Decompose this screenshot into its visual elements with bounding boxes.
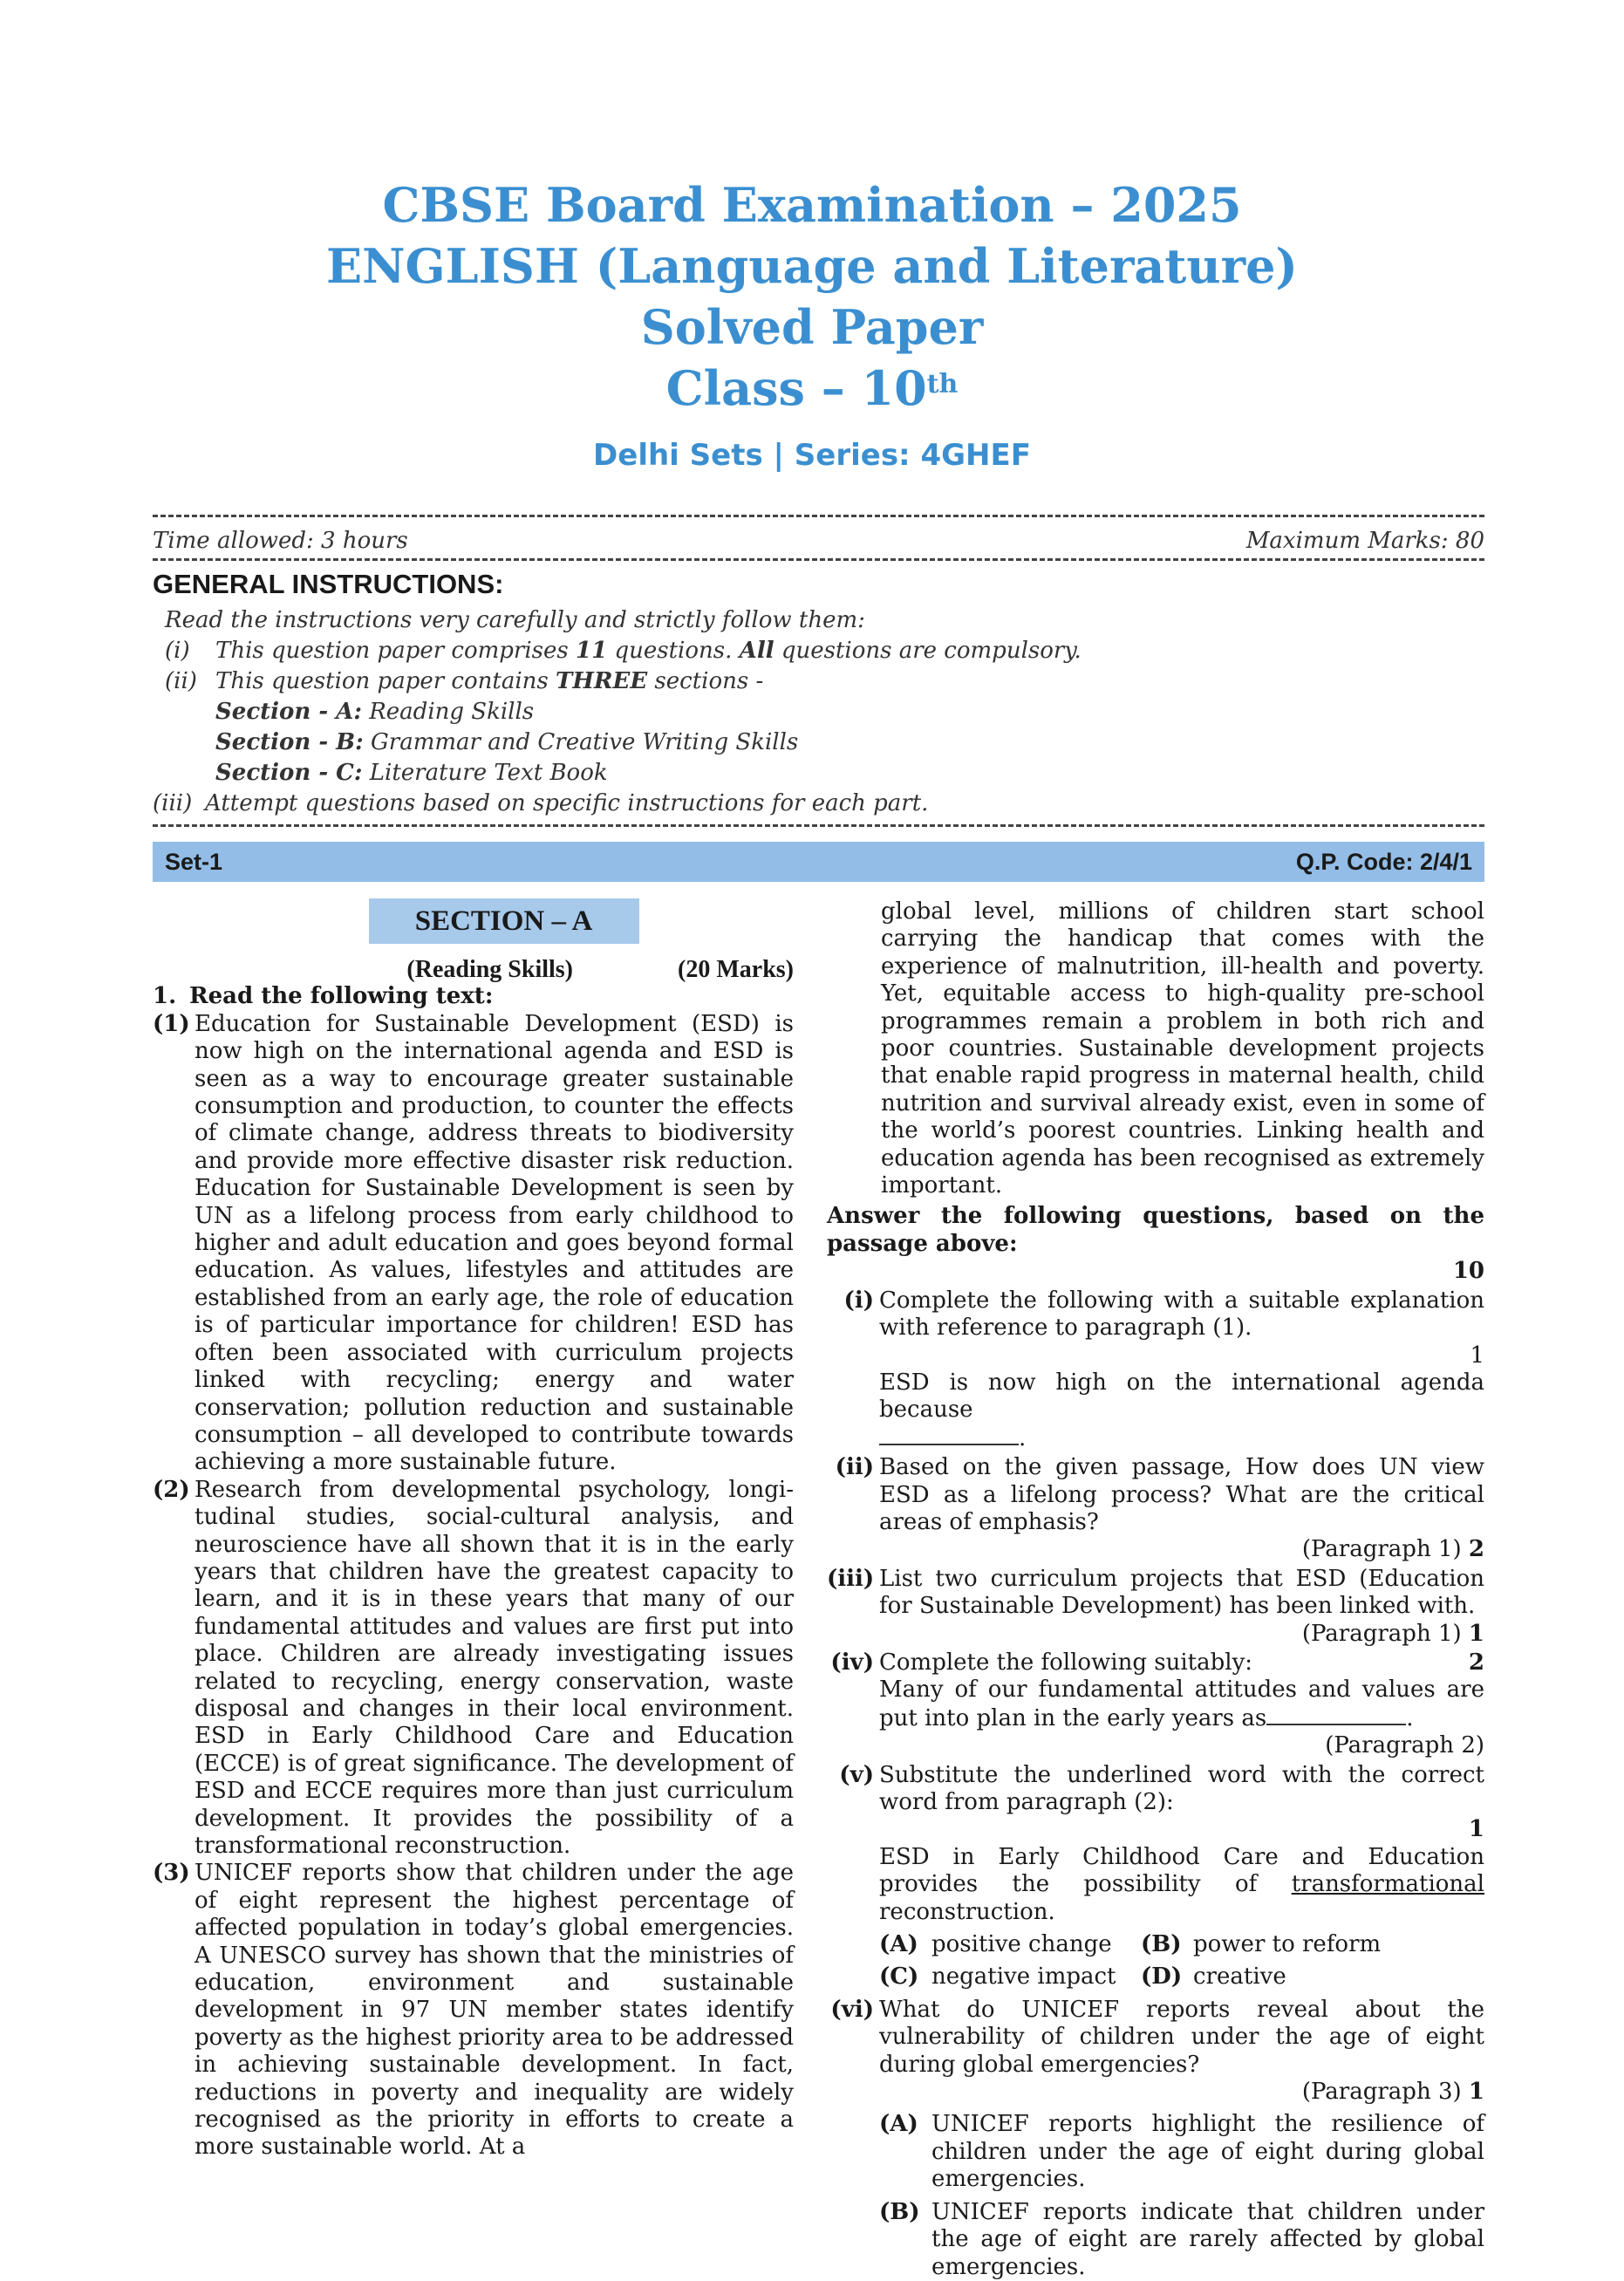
paper-type: Solved Paper [640, 299, 984, 355]
max-marks: Maximum Marks: 80 [1245, 528, 1484, 554]
instruction-section-a: Section - A: Reading Skills [215, 699, 535, 725]
answer-blank [879, 1424, 1019, 1445]
exam-title: CBSE Board Examination – 2025 [382, 177, 1242, 233]
passage-paragraph-3: (3) UNICEF reports show that children under the age of eight represent the highest percentage of affected population in today’s global emergencies. A UNESCO survey has shown that the ministries of education, environment and sustainable development in 97 UN member states identify poverty as the highest priority area to be addressed in achieving sustainable development. In fact, reductions in poverty and inequality are widely recognised as the priority in efforts to create a more sustainable world. At a [153, 1860, 794, 2161]
section-subtitle-row [153, 956, 794, 983]
option-d[interactable]: (D) creative [1141, 1963, 1286, 1991]
passage-paragraph-2: (2) Research from developmental psychology, longi-tudinal studies, social-cultural analysis, and neuroscience have all shown that it is in the early years that children have the greatest capacity to learn, and it is in these years that many of our fundamental attitudes and values are first put into place. Children are already investigating issues related to recycling, energy conservation, waste disposal and changes in their local environment. ESD in Early Childhood Care and Education (ECCE) is of great significance. The development of ESD and ECCE requires more than just curriculum development. It provides the possibility of a transformational reconstruction. [153, 1476, 794, 1859]
class-title [0, 358, 1624, 419]
section-sub: (Reading Skills) [406, 956, 574, 983]
answer-instructions: Answer the following questions, based on the passage above: 10 [827, 1203, 1484, 1285]
instruction-section-c: Section - C: Literature Text Book [215, 760, 608, 786]
class-main: Class – 10 [665, 360, 927, 416]
option-a[interactable]: (A) positive change [879, 1931, 1112, 1958]
time-marks-row [153, 528, 1484, 554]
question-1-heading: 1. Read the following text: [153, 983, 494, 1010]
subquestion-v: (v) Substitute the underlined word with the correct word from paragraph (2): 1 ESD in Early Childhood Care and Education provides the possibility of transformational reconstruction. [839, 1761, 1484, 1925]
passage-paragraph-3-cont: global level, millions of children start school carrying the handicap that comes with the experience of malnutrition, ill-health and poverty. Yet, equitable access to high-quality pre-school programmes remain a problem in both rich and poor countries. Sustainable development projects that enable rapid progress in maternal health, child nutrition and survival already exist, even in some of the world’s poorest countries. Linking health and education agenda has been recognised as extremely important. [881, 898, 1484, 1199]
left-column [153, 898, 794, 2161]
instructions-intro: Read the instructions very carefully and strictly follow them: [165, 607, 865, 633]
instruction-i: (i) This question paper comprises 11 questions. All questions are compulsory. [165, 638, 1082, 664]
subquestion-ii: (ii) Based on the given passage, How does UN view ESD as a lifelong process? What are the critical areas of emphasis? (Paragraph 1) 2 [835, 1454, 1484, 1563]
section-marks: (20 Marks) [678, 956, 794, 983]
divider [153, 824, 1484, 827]
subquestion-iv: (iv) Complete the following suitably: 2 Many of our fundamental attitudes and values are put into plan in the early years as . (Paragraph 2) [830, 1649, 1484, 1759]
qp-code: Q.P. Code: 2/4/1 [1295, 848, 1472, 875]
underlined-word: transformational [1291, 1871, 1484, 1898]
divider [153, 515, 1484, 517]
divider [153, 558, 1484, 561]
paper-header [0, 174, 1624, 473]
general-instructions [153, 569, 1484, 819]
answer-blank [1266, 1704, 1406, 1725]
instruction-ii: (ii) This question paper contains THREE sections - [165, 668, 764, 694]
instruction-iii: (iii) Attempt questions based on specific instructions for each part. [153, 790, 929, 816]
instruction-section-b: Section - B: Grammar and Creative Writing Skills [215, 729, 799, 755]
section-title: SECTION – A [369, 898, 639, 944]
subquestion-iii: (iii) List two curriculum projects that ESD (Education for Sustainable Development) has been linked with. (Paragraph 1) 1 [827, 1565, 1484, 1647]
right-column [827, 898, 1484, 2281]
subquestion-vi: (vi) What do UNICEF reports reveal about the vulnerability of children under the age of eight during global emergencies? (Paragraph 3) 1 [830, 1996, 1484, 2106]
v-options [827, 1931, 1484, 1991]
option-c[interactable]: (C) negative impact [879, 1963, 1116, 1991]
time-allowed: Time allowed: 3 hours [153, 528, 408, 554]
option-a[interactable]: (A) UNICEF reports highlight the resilience of children under the age of eight during global emergencies. [879, 2111, 1484, 2193]
series-line: Delhi Sets | Series: 4GHEF [593, 438, 1031, 473]
option-b[interactable]: (B) power to reform [1141, 1931, 1382, 1958]
set-label: Set-1 [165, 848, 223, 875]
passage-paragraph-1: (1) Education for Sustainable Development (ESD) is now high on the international agenda and ESD is seen as a way to encourage greater sustainable consumption and production, to counter the effects of climate change, address threats to biodiversity and provide more effective disaster risk reduction. Education for Sustainable Development is seen by UN as a lifelong process from early childhood to higher and adult education and goes beyond formal education. As values, lifestyles and attitudes are established from an early age, the role of education is of particular importance for children! ESD has often been associated with curriculum projects linked with recycling; energy and water conservation; pollution reduction and sustainable consumption – all developed to contribute towards achieving a more sustainable future. [153, 1010, 794, 1476]
instructions-title: GENERAL INSTRUCTIONS: [153, 569, 504, 599]
set-bar [153, 842, 1484, 882]
subject-title: ENGLISH (Language and Literature) [326, 238, 1298, 294]
subquestion-i: (i) Complete the following with a suitable explanation with reference to paragraph (1). 1 ESD is now high on the international agenda because . [843, 1287, 1484, 1451]
class-sup: th [926, 369, 959, 400]
option-b[interactable]: (B) UNICEF reports indicate that children under the age of eight are rarely affected by global emergencies. [879, 2198, 1484, 2280]
